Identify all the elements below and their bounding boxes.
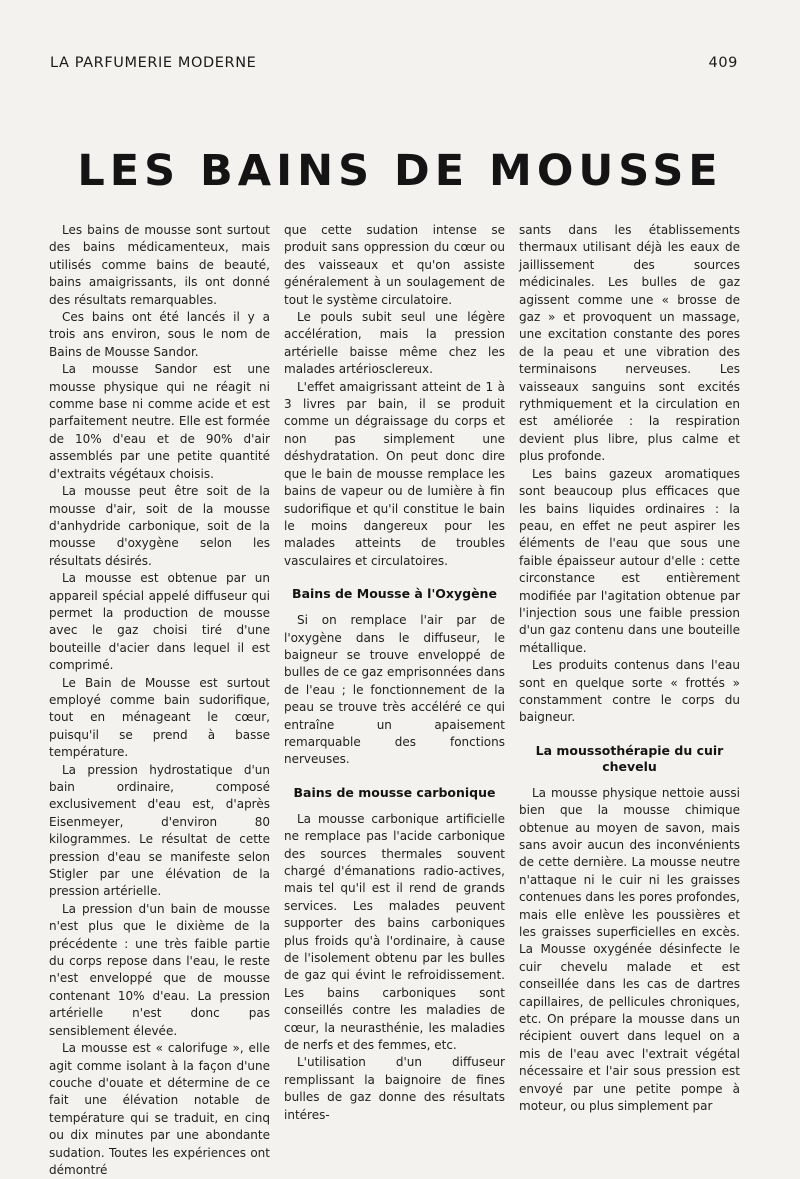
section-heading-scalp: La moussothérapie du cuir chevelu: [535, 742, 724, 774]
paragraph: La pression hydrostatique d'un bain ordinaire, composé exclusivement d'eau est, d'après Eisenmeyer, d'environ 80 kilogrammes. Le résultat de cette pression d'eau se manifeste selon Stigler par une élévation de la pression artérielle.: [49, 762, 270, 899]
section-heading-oxygen: Bains de Mousse à l'Oxygène: [292, 586, 497, 602]
paragraph: Les bains de mousse sont surtout des bains médicamenteux, mais utilisés comme bains de beauté, bains amaigrissants, ils ont donné des résultats remarquables.: [49, 223, 270, 307]
article-title: LES BAINS DE MOUSSE: [77, 146, 723, 196]
column-3: [519, 222, 740, 1114]
page-number: 409: [708, 55, 738, 71]
paragraph: La mousse est « calorifuge », elle agit comme isolant à la façon d'une couche d'ouate et détermine de ce fait une élévation notable de température qui se traduit, en cinq ou dix minutes par une abondante sudation. Toutes les expériences ont démontré: [49, 1041, 270, 1177]
paragraph: La mousse Sandor est une mousse physique qui ne réagit ni comme base ni comme acide et est parfaitement neutre. Elle est formée de 10% d'eau et de 90% d'air assemblés par une petite quantité d'extraits végétaux choisis.: [49, 362, 270, 481]
paragraph: L'effet amaigrissant atteint de 1 à 3 livres par bain, il se produit comme un dégraissage du corps et non pas simplement une déshydratation. On peut donc dire que le bain de mousse remplace les bains de vapeur ou de lumière à fin sudorifique et qu'il constitue le bain le moins dangereux pour les malades atteints de troubles vasculaires et circulatoires.: [284, 379, 505, 568]
paragraph: La mousse peut être soit de la mousse d'air, soit de la mousse d'anhydride carbonique, soit de la mousse d'oxygène selon les résultats désirés.: [49, 484, 270, 568]
article-body: [49, 222, 741, 1177]
paragraph: Si on remplace l'air par de l'oxygène dans le diffuseur, le baigneur se trouve enveloppé de bulles de ce gaz emprisonnées dans de l'eau ; le fonctionnement de la peau se trouve très accéléré ce qui entraîne un apaisement remarquable des fonctions nerveuses.: [284, 613, 505, 767]
paragraph: Les bains gazeux aromatiques sont beaucoup plus efficaces que les bains liquides ordinaires : la peau, en effet ne peut aspirer les éléments de l'eau que sous une faible épaisseur autour d'elle : cette circonstance est entièrement modifiée par l'agitation obtenue par l'injection sous une faible pression d'un gaz contenu dans une bouteille métallique.: [519, 466, 740, 655]
section-heading-carbonic: Bains de mousse carbonique: [293, 784, 496, 800]
column-2: [284, 222, 505, 1122]
paragraph: La mousse est obtenue par un appareil spécial appelé diffuseur qui permet la production de mousse avec le gaz choisi tiré d'une bouteille d'acier dans lequel il est comprimé.: [49, 571, 270, 673]
paragraph: La mousse physique nettoie aussi bien que la mousse chimique obtenue au moyen de savon, mais sans avoir aucun des inconvénients de cette dernière. La mousse neutre n'attaque ni le cuir ni les graisses contenues dans les pores profondes, mais elle enlève les poussières et les graisses superficielles en excès. La Mousse oxygénée désinfecte le cuir chevelu malade et est conseillée dans les cas de dartres capillaires, de pellicules chroniques, etc. On prépare la mousse dans un récipient ouvert dans lequel on a mis de l'eau avec l'extrait végétal nécessaire et l'air sous pression est envoyé par une petite pompe à moteur, ou plus simplement par: [519, 785, 740, 1114]
paragraph: sants dans les établissements thermaux utilisant déjà les eaux de jaillissement des sources médicinales. Les bulles de gaz agissent comme une « brosse de gaz » et provoquent un massage, une excitation constante des pores de la peau et une vibration des terminaisons nerveuses. Les vaisseaux sanguins sont excités rythmiquement et la circulation en est améliorée : la respiration devient plus libre, plus calme et plus profonde.: [519, 223, 740, 464]
paragraph: La mousse carbonique artificielle ne remplace pas l'acide carbonique des sources thermales souvent chargé d'émanations radio-actives, mais tel qu'il est il rend de grands services. Les malades peuvent supporter des bains carboniques plus froids qu'à l'ordinaire, à cause de l'isolement obtenu par les bulles de gaz qui évint le refroidissement. Les bains carboniques sont conseillés contre les maladies de cœur, la neurasthénie, les maladies de nerfs et des femmes, etc.: [284, 811, 505, 1053]
paragraph: Le Bain de Mousse est surtout employé comme bain sudorifique, tout en ménageant le cœur, puisqu'il se prend à basse température.: [49, 675, 270, 760]
paragraph: La pression d'un bain de mousse n'est plus que le dixième de la précédente : une très faible partie du corps repose dans l'eau, le reste n'est enveloppé que de mousse contenant 10% d'eau. La pression artérielle n'est donc pas sensiblement élevée.: [49, 901, 270, 1038]
journal-name: LA PARFUMERIE MODERNE: [50, 55, 257, 71]
paragraph: Les produits contenus dans l'eau sont en quelque sorte « frottés » constamment contre le corps du baigneur.: [519, 658, 740, 725]
paragraph: L'utilisation d'un diffuseur remplissant la baignoire de fines bulles de gaz donne des résultats intéres-: [284, 1055, 505, 1122]
column-1: [49, 222, 270, 1177]
paragraph: Ces bains ont été lancés il y a trois ans environ, sous le nom de Bains de Mousse Sandor.: [49, 310, 270, 359]
paragraph: Le pouls subit seul une légère accélération, mais la pression artérielle baisse même chez les malades artériosclereux.: [284, 310, 505, 377]
running-header: [50, 55, 738, 71]
paragraph: que cette sudation intense se produit sans oppression du cœur ou des vaisseaux et qu'on assiste généralement à un soulagement de tout le système circulatoire.: [284, 223, 505, 307]
